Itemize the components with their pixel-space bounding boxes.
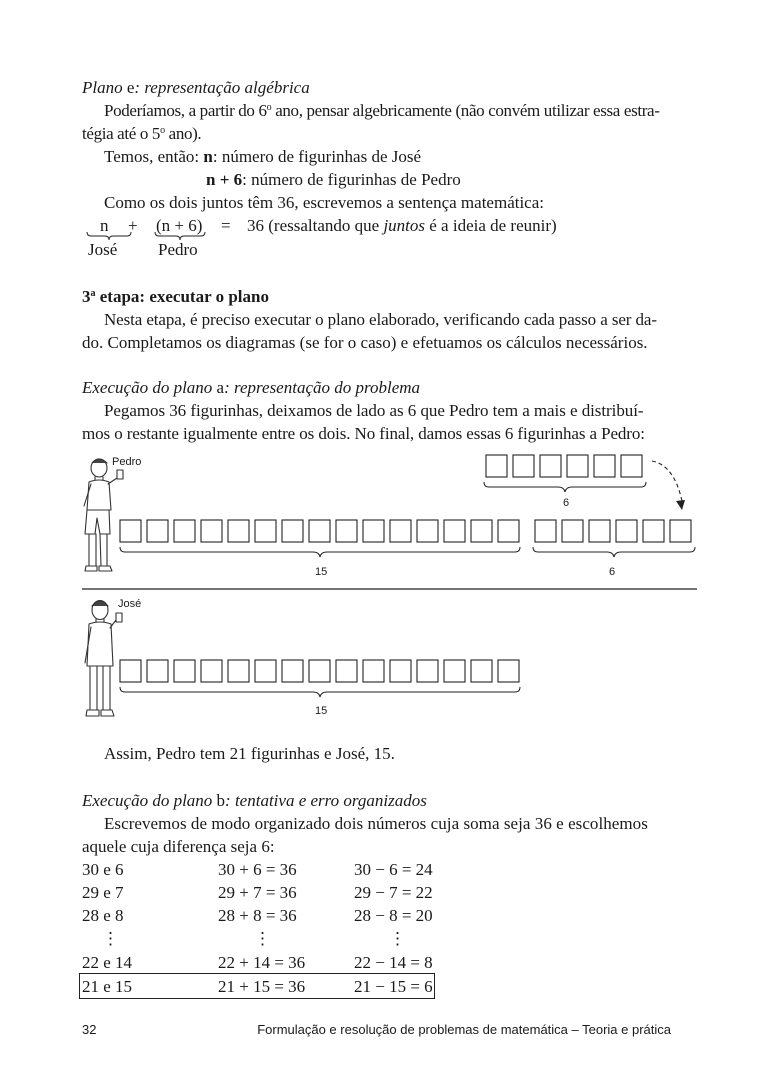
jose-boy-illustration — [85, 601, 122, 717]
table-cell-pair: 28 e 8 — [82, 906, 124, 925]
page-number: 32 — [82, 1022, 97, 1037]
exec-b-paragraph-line-2: aquele cuja diferença seja 6: — [82, 837, 275, 856]
table-cell-difference: 30 − 6 = 24 — [354, 860, 433, 879]
como-sentence: Como os dois juntos têm 36, escrevemos a sentença matemática: — [104, 193, 544, 212]
table-cell-sum: 28 + 8 = 36 — [218, 906, 297, 925]
boxes-pedro-6 — [535, 520, 691, 542]
equation-n-plus-6: (n + 6) — [156, 216, 203, 235]
table-cell-pair: 29 e 7 — [82, 883, 124, 902]
etapa3-heading: 3$^a$ etapa: executar o plano — [82, 287, 269, 306]
brace-label-pedro-15: 15 — [315, 566, 328, 578]
exec-b-heading: Execução do plano b: tentativa e erro organizados — [82, 791, 427, 810]
transfer-arrowhead — [676, 500, 685, 510]
plano-e-paragraph-line-1: Poderíamos, a partir do 6$^o$ ano, pensar algebricamente (não convém utilizar essa estra- — [104, 101, 660, 120]
table-cell-sum: 29 + 7 = 36 — [218, 883, 297, 902]
table-cell-pair: 22 e 14 — [82, 953, 133, 972]
table-cell-difference: 21 − 15 = 6 — [354, 977, 433, 996]
figure-label-pedro: Pedro — [112, 456, 142, 468]
answer-highlight-box — [79, 973, 435, 999]
equation-n: n — [100, 216, 109, 235]
plano-e-heading: Plano e: representação algébrica — [82, 78, 310, 97]
etapa3-paragraph-line-1: Nesta etapa, é preciso executar o plano elaborado, verificando cada passo a ser da- — [104, 310, 657, 329]
table-cell-sum: 22 + 14 = 36 — [218, 953, 306, 972]
conclusion-sentence: Assim, Pedro tem 21 figurinhas e José, 15. — [104, 744, 395, 763]
brace-pedro-15 — [120, 547, 520, 557]
variable-n-definition: Temos, então: n: número de figurinhas de José — [104, 147, 422, 166]
boxes-top-6 — [486, 455, 642, 477]
exec-a-heading: Execução do plano a: representação do problema — [82, 378, 421, 397]
book-title: Formulação e resolução de problemas de matemática – Teoria e prática — [257, 1022, 671, 1037]
exec-a-paragraph-line-1: Pegamos 36 figurinhas, deixamos de lado as 6 que Pedro tem a mais e distribuí- — [104, 401, 644, 420]
table-cell-pair: 30 e 6 — [82, 860, 124, 879]
exec-b-paragraph-line-1: Escrevemos de modo organizado dois números cuja soma seja 36 e escolhemos — [104, 814, 648, 833]
pedro-boy-illustration — [84, 459, 123, 571]
boxes-jose-15 — [120, 660, 519, 682]
table-cell-sum: 21 + 15 = 36 — [218, 977, 306, 996]
brace-jose-15 — [120, 687, 520, 697]
equation-plus: + — [128, 216, 138, 235]
table-cell-ellipsis: ⋮ — [102, 929, 119, 948]
table-cell-pair: 21 e 15 — [82, 977, 133, 996]
table-cell-difference: 28 − 8 = 20 — [354, 906, 433, 925]
brace-label-pedro-6: 6 — [609, 566, 616, 578]
equation-result: 36 (ressaltando que juntos é a ideia de reunir) — [247, 216, 557, 235]
table-cell-ellipsis: ⋮ — [254, 929, 271, 948]
underbrace-label-pedro: Pedro — [158, 240, 198, 259]
brace-label-jose-15: 15 — [315, 705, 328, 717]
etapa3-paragraph-line-2: do. Completamos os diagramas (se for o caso) e efetuamos os cálculos necessários. — [82, 333, 648, 352]
exec-a-paragraph-line-2: mos o restante igualmente entre os dois. No final, damos essas 6 figurinhas a Pedro: — [82, 424, 645, 443]
table-cell-difference: 22 − 14 = 8 — [354, 953, 433, 972]
table-cell-difference: 29 − 7 = 22 — [354, 883, 433, 902]
underbrace-label-jose: José — [88, 240, 118, 259]
brace-top-6 — [484, 482, 646, 492]
equation-equals: = — [221, 216, 231, 235]
variable-n6-definition: n + 6: número de figurinhas de Pedro — [206, 170, 461, 189]
table-cell-ellipsis: ⋮ — [389, 929, 406, 948]
figure-label-jose: José — [118, 598, 142, 610]
brace-pedro-6 — [533, 547, 695, 557]
table-cell-sum: 30 + 6 = 36 — [218, 860, 297, 879]
brace-label-top-6: 6 — [563, 497, 570, 509]
boxes-pedro-15 — [120, 520, 519, 542]
plano-e-paragraph-line-2: tégia até o 5$^o$ ano). — [82, 124, 202, 143]
transfer-arrow — [652, 461, 682, 501]
